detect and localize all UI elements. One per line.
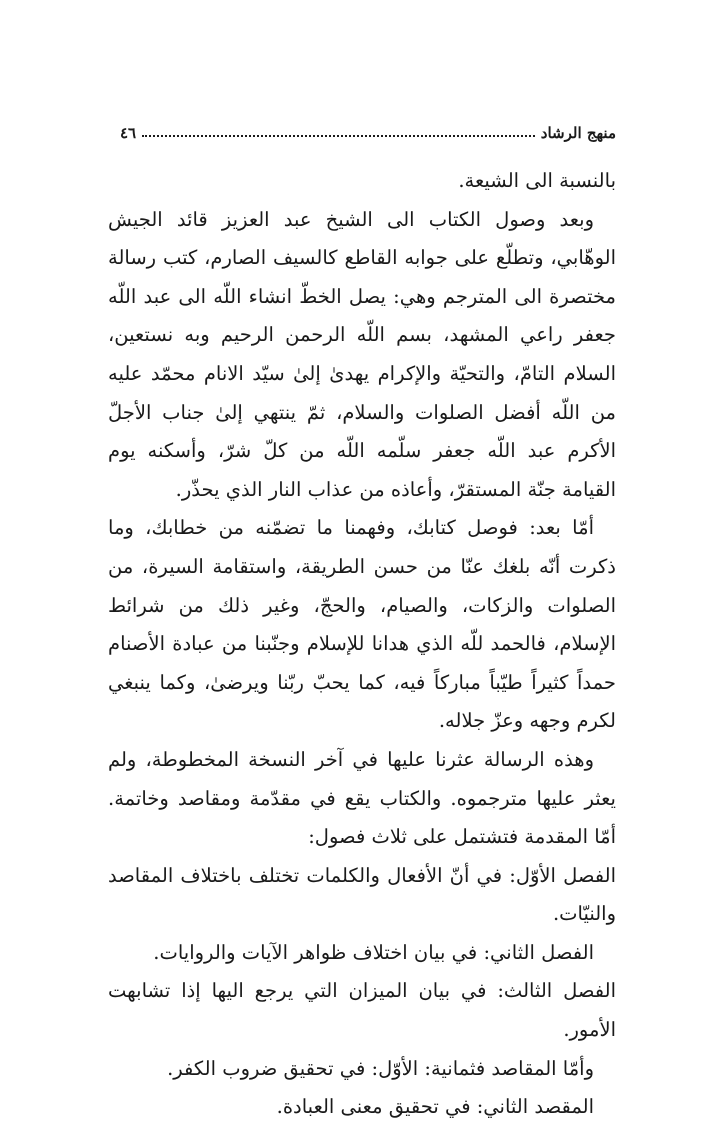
second-purpose-line: المقصد الثاني: في تحقيق معنى العبادة. <box>276 1095 594 1119</box>
leader-dots <box>142 135 535 137</box>
paragraph-3: أمّا بعد: فوصل كتابك، وفهمنا ما تضمّنه من خطابك، وما ذكرت أنّه بلغك عنّا من حسن الطريقة، واستقامة السيرة، من الصلوات والزكات، والصيام، والحجّ، وغير ذلك من شرائط الإسلام، فالحمد للّه الذي هدانا للإسلام وجنّبنا من عبادة الأصنام حمداً كثيراً طيّباً مباركاً فيه، كما يحبّ ربّنا ويرضىٰ، وكما ينبغي لكرم وجهه وعزّ جلاله. <box>108 516 616 733</box>
chapter-2-line: الفصل الثاني: في بيان اختلاف ظواهر الآيات والروايات. <box>153 940 594 964</box>
chapter-3-line: الفصل الثالث: في بيان الميزان التي يرجع اليها إذا تشابهت الأمور. <box>108 979 616 1042</box>
page-number: ٤٦ <box>120 124 137 142</box>
body-text <box>108 162 616 1127</box>
paragraph-4: وهذه الرسالة عثرنا عليها في آخر النسخة المخطوطة، ولم يعثر عليها مترجموه. والكتاب يقع في مقدّمة ومقاصد وخاتمة. أمّا المقدمة فتشتمل على ثلاث فصول: <box>108 747 616 849</box>
chapter-1-line: الفصل الأوّل: في أنّ الأفعال والكلمات تختلف باختلاف المقاصد والنيّات. <box>108 863 616 926</box>
purposes-line: وأمّا المقاصد فثمانية: الأوّل: في تحقيق ضروب الكفر. <box>167 1056 594 1080</box>
running-header <box>120 116 616 142</box>
running-title: منهج الرشاد <box>540 124 616 142</box>
paragraph-1: بالنسبة الى الشيعة. <box>458 169 616 192</box>
paragraph-2: وبعد وصول الكتاب الى الشيخ عبد العزيز قائد الجيش الوهّابي، وتطلّع على جوابه القاطع كالسيف الصارم، كتب رسالة مختصرة الى المترجم وهي: يصل الخطّ انشاء اللّه الى عبد اللّه جعفر راعي المشهد، بسم اللّه الرحمن الرحيم وبه نستعين، السلام التامّ، والتحيّة والإكرام يهدىٰ إلىٰ سيّد الانام محمّد عليه من اللّه أفضل الصلوات والسلام، ثمّ ينتهي إلىٰ جناب الأجلّ الأكرم عبد اللّه جعفر سلّمه اللّه من كلّ شرّ، وأسكنه يوم القيامة جنّة المستقرّ، وأعاذه من عذاب النار الذي يحذّر. <box>108 207 616 501</box>
